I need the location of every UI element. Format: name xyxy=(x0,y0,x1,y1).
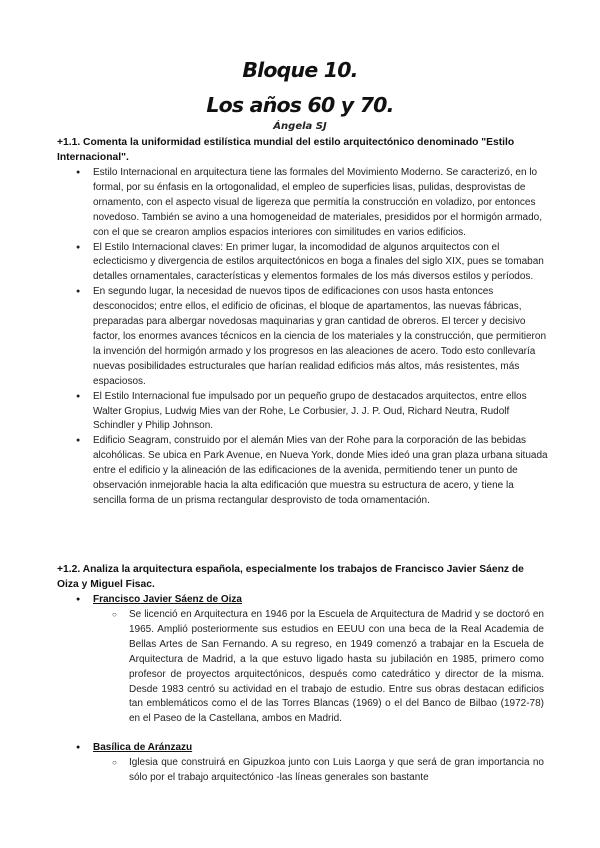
list-item: ● El Estilo Internacional fue impulsado por un pequeño grupo de destacados arquitectos, entre ellos Walter Gropius, Ludwig Mies van der Rohe, Le Corbusier, J. J. P. Oud, Richard Neutra, Rudolf Schindler y Philip Johnson. xyxy=(93,390,548,435)
subsection-title-basilica-aranzazu: ● Basílica de Aránzazu xyxy=(93,741,192,756)
section-1-heading: +1.1. Comenta la uniformidad estilística mundial del estilo arquitectónico denominado "Estilo Internacional". xyxy=(57,137,515,163)
document-title-line-2: Los años 60 y 70. xyxy=(206,93,394,117)
section-1-bullet-list xyxy=(93,166,548,509)
list-item: ● Estilo Internacional en arquitectura tiene las formales del Movimiento Moderno. Se caracterizó, en lo formal, por su énfasis en la ortogonalidad, el empleo de superficies lisas, pulidas, desprovistas de ornamento, con el aspecto visual de ligereza que permitía la construcción en voladizo, por entonces novedoso. También se avino a una homogeneidad de materiales, presididos por el hormigón armado, con el que se crearon amplios espacios interiores con similitudes en varios edificios. xyxy=(93,166,548,241)
list-item: ● Edificio Seagram, construido por el alemán Mies van der Rohe para la corporación de las bebidas alcohólicas. Se ubica en Park Avenue, en Nueva York, donde Mies ideó una gran plaza urbana situada entre el edificio y la alineación de las edificaciones de la avenida, permitiendo tener un punto de observación inmejorable hacia la alta edificación que muestra su estructura de acero, y tiene la sencilla forma de un prisma rectangular desprovisto de toda ornamentación. xyxy=(93,434,548,509)
list-item: ● El Estilo Internacional claves: En primer lugar, la incomodidad de algunos arquitectos con el eclecticismo y divergencia de estilos arquitectónicos en boga a finales del siglo XIX, pues se tomaban detalles ornamentales, características y elementos formales de los más diversos estilos y períodos. xyxy=(93,241,548,286)
subsection-text-basilica-aranzazu: ○ Iglesia que construirá en Gipuzkoa junto con Luis Laorga y que será de gran importancia no sólo por el trabajo arquitectónico -las líneas generales son bastante xyxy=(129,756,544,786)
list-item: ● En segundo lugar, la necesidad de nuevos tipos de edificaciones con usos hasta entonces desconocidos; entre ellos, el edificio de oficinas, el bloque de apartamentos, las nuevas fábricas, preparadas para albergar novedosas maquinarias y gran cantidad de obreros. El tercer y decisivo factor, los enormes avances técnicos en la ciencia de los materiales y la construcción, que permitieron la invención del hormigón armado y los progresos en las aleaciones de acero. Todo esto conllevaría nuevas posibilidades estructurales que harían realidad edificios más altos, más resistentes, más espaciosos. xyxy=(93,285,548,389)
section-2-heading: +1.2. Analiza la arquitectura española, especialmente los trabajos de Francisco Javier Sáenz de Oiza y Miguel Fisac. xyxy=(57,564,524,590)
author-name: Ángela SJ xyxy=(273,121,327,132)
subsection-text-saenz-de-oiza: ○ Se licenció en Arquitectura en 1946 por la Escuela de Arquitectura de Madrid y se doctoró en 1965. Amplió posteriormente sus estudios en EEUU con una beca de la Real Academia de Bellas Artes de San Fernando. A su regreso, en 1949 comenzó a trabajar en la Escuela de Arquitectura de Madrid, a la que estuvo ligado hasta su jubilación en 1985, primero como profesor de proyectos arquitectónicos, después como catedrático y director de la misma. Desde 1983 centró su actividad en el trabajo de estudio. Entre sus obras destacan edificios tan emblemáticos como el de las Torres Blancas (1969) o el del Banco de Bilbao (1972-78) en el Paseo de la Castellana, ambos en Madrid. xyxy=(129,608,544,727)
document-title-line-1: Bloque 10. xyxy=(242,58,358,82)
subsection-title-saenz-de-oiza: ● Francisco Javier Sáenz de Oiza xyxy=(93,593,242,608)
